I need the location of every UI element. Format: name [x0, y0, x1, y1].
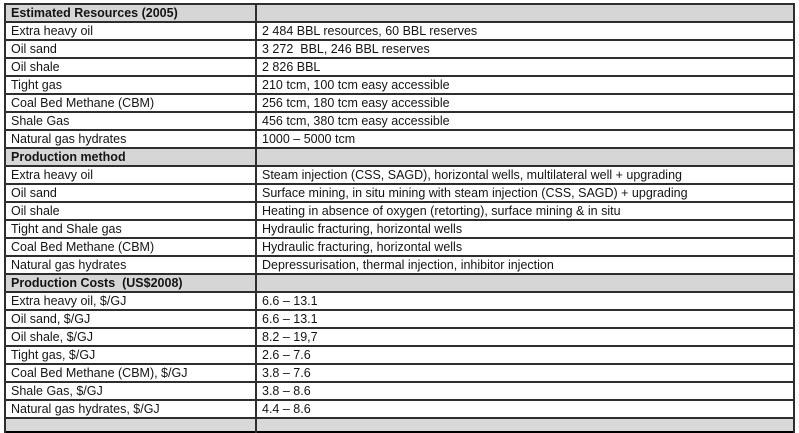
table-row — [5, 292, 794, 310]
row-value: 6.6 – 13.1 — [256, 310, 794, 328]
row-label: Tight and Shale gas — [5, 220, 256, 238]
table-row — [5, 40, 794, 58]
row-label: Oil sand, $/GJ — [5, 310, 256, 328]
section-header-row — [5, 148, 794, 166]
row-value: 4.4 – 8.6 — [256, 400, 794, 418]
section-header-row — [5, 274, 794, 292]
table-row — [5, 184, 794, 202]
section-header-label: Estimated Resources (2005) — [5, 4, 256, 22]
row-label: Oil sand — [5, 40, 256, 58]
table-row — [5, 382, 794, 400]
section-header-spacer — [256, 148, 794, 166]
row-label: Oil shale — [5, 58, 256, 76]
table-row — [5, 400, 794, 418]
table-row — [5, 166, 794, 184]
section-header-spacer — [256, 274, 794, 292]
row-value: 2 826 BBL — [256, 58, 794, 76]
partial-row-value-cell — [256, 418, 794, 432]
row-label: Tight gas — [5, 76, 256, 94]
section-header-row — [5, 4, 794, 22]
table-row — [5, 76, 794, 94]
partial-row-label-cell — [5, 418, 256, 432]
table-row — [5, 202, 794, 220]
row-value: Surface mining, in situ mining with steam injection (CSS, SAGD) + upgrading — [256, 184, 794, 202]
table-row — [5, 256, 794, 274]
row-value: Depressurisation, thermal injection, inhibitor injection — [256, 256, 794, 274]
row-label: Coal Bed Methane (CBM) — [5, 94, 256, 112]
row-value: Steam injection (CSS, SAGD), horizontal wells, multilateral well + upgrading — [256, 166, 794, 184]
row-label: Extra heavy oil — [5, 166, 256, 184]
table-row — [5, 112, 794, 130]
table-row — [5, 310, 794, 328]
row-label: Coal Bed Methane (CBM) — [5, 238, 256, 256]
row-value: Hydraulic fracturing, horizontal wells — [256, 220, 794, 238]
table-row — [5, 238, 794, 256]
row-label: Oil shale, $/GJ — [5, 328, 256, 346]
table-row — [5, 220, 794, 238]
row-value: 6.6 – 13.1 — [256, 292, 794, 310]
table-body — [5, 4, 794, 432]
table-row — [5, 22, 794, 40]
row-label: Shale Gas — [5, 112, 256, 130]
row-value: 210 tcm, 100 tcm easy accessible — [256, 76, 794, 94]
resources-table — [4, 3, 795, 433]
row-value: 2.6 – 7.6 — [256, 346, 794, 364]
row-label: Natural gas hydrates, $/GJ — [5, 400, 256, 418]
row-value: 2 484 BBL resources, 60 BBL reserves — [256, 22, 794, 40]
table-row — [5, 364, 794, 382]
row-value: 3.8 – 7.6 — [256, 364, 794, 382]
table-row — [5, 130, 794, 148]
row-value: 456 tcm, 380 tcm easy accessible — [256, 112, 794, 130]
table-row — [5, 58, 794, 76]
row-value: Hydraulic fracturing, horizontal wells — [256, 238, 794, 256]
section-header-label: Production method — [5, 148, 256, 166]
row-label: Shale Gas, $/GJ — [5, 382, 256, 400]
row-value: Heating in absence of oxygen (retorting), surface mining & in situ — [256, 202, 794, 220]
row-value: 3.8 – 8.6 — [256, 382, 794, 400]
row-value: 1000 – 5000 tcm — [256, 130, 794, 148]
section-header-label: Production Costs (US$2008) — [5, 274, 256, 292]
table-row — [5, 94, 794, 112]
row-label: Coal Bed Methane (CBM), $/GJ — [5, 364, 256, 382]
row-value: 3 272 BBL, 246 BBL reserves — [256, 40, 794, 58]
row-label: Extra heavy oil, $/GJ — [5, 292, 256, 310]
row-label: Oil sand — [5, 184, 256, 202]
row-label: Extra heavy oil — [5, 22, 256, 40]
row-label: Oil shale — [5, 202, 256, 220]
row-label: Natural gas hydrates — [5, 130, 256, 148]
row-label: Natural gas hydrates — [5, 256, 256, 274]
row-value: 8.2 – 19,7 — [256, 328, 794, 346]
partial-bottom-row — [5, 418, 794, 432]
table-row — [5, 346, 794, 364]
row-value: 256 tcm, 180 tcm easy accessible — [256, 94, 794, 112]
row-label: Tight gas, $/GJ — [5, 346, 256, 364]
section-header-spacer — [256, 4, 794, 22]
table-row — [5, 328, 794, 346]
